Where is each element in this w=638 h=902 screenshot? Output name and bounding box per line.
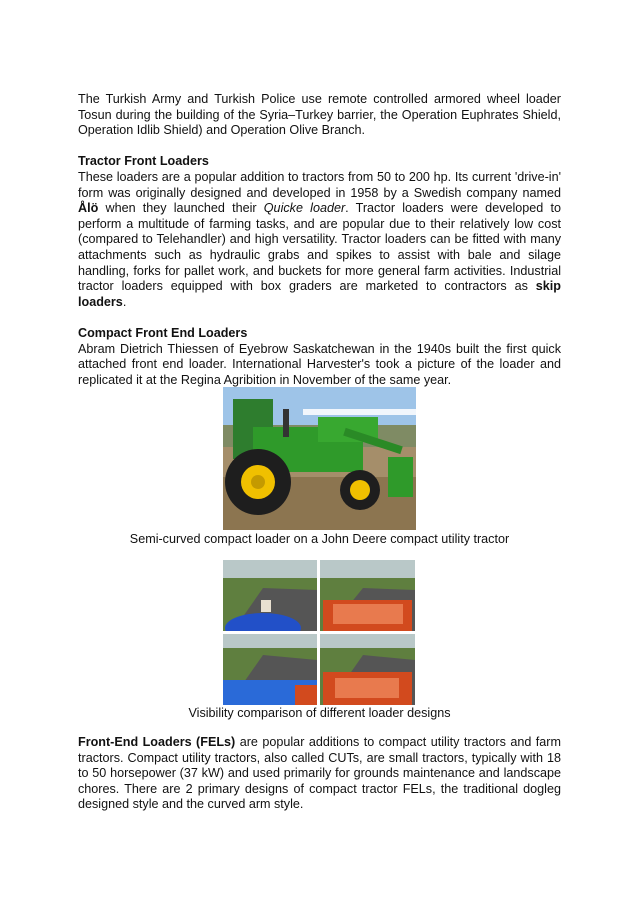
tractor-photo bbox=[223, 387, 416, 530]
compact-front-end-loaders-heading: Compact Front End Loaders bbox=[78, 325, 248, 340]
photo-top-left bbox=[223, 560, 317, 643]
photo-bottom-left bbox=[223, 634, 317, 705]
text-run: when they launched their bbox=[98, 201, 264, 216]
fels-section bbox=[78, 735, 561, 813]
visibility-comparison-photos bbox=[223, 560, 415, 705]
italic-term-quicke-loader: Quicke loader bbox=[263, 201, 346, 216]
bold-term-alo: Ålö bbox=[78, 201, 99, 216]
intro-paragraph: The Turkish Army and Turkish Police use remote controlled armored wheel loader Tosun during the building of the Syria–Turkey barrier, the Operation Euphrates Shield, Operation Idlib Shield) and Operation Olive Branch. bbox=[78, 92, 561, 138]
text-run: are popular additions to compact utility tractors and farm tractors. Compact utility tractors, also called CUTs, are small tractors, typically with 18 to 50 horsepower (37 kW) and used primarily for grounds maintenance and landscape chores. There are 2 primary designs of compact tractor FELs, the traditional dogleg designed style and the curved arm style. bbox=[78, 735, 561, 812]
text-run: These loaders are a popular addition to tractors from 50 to 200 hp. Its current 'drive-in' form was originally designed and developed in 1958 by a Swedish company named bbox=[78, 169, 561, 200]
tractor-front-loaders-heading: Tractor Front Loaders bbox=[78, 154, 209, 169]
figure1-caption: Semi-curved compact loader on a John Deere compact utility tractor bbox=[129, 532, 510, 546]
text-run: . bbox=[122, 294, 127, 309]
photo-top-right bbox=[320, 560, 415, 631]
bold-term-skip-loaders: skip loaders bbox=[78, 279, 561, 309]
text-run: . Tractor loaders were developed to perform a multitude of farming tasks, and are popular due to their relatively low cost (compared to Telehandler) and high versatility. Tractor loaders can be fitted with many attachments such as hydraulic grabs and spikes to assist with bale and silage handling, forks for pallet work, and buckets for more general farm activities. Industrial tractor loaders equipped with box graders are marketed to contractors as bbox=[78, 201, 561, 294]
compact-front-end-loaders-paragraph: Abram Dietrich Thiessen of Eyebrow Saskatchewan in the 1940s built the first quick attached front end loader. International Harvester's took a picture of the loader and replicated it at the Regina Agribition in November of the same year. bbox=[78, 341, 561, 387]
document-body bbox=[78, 92, 561, 388]
figure2-caption: Visibility comparison of different loader designs bbox=[188, 706, 451, 720]
fels-paragraph bbox=[78, 735, 561, 813]
tractor-front-loaders-paragraph bbox=[78, 170, 561, 310]
photo-bottom-right bbox=[320, 634, 415, 705]
bold-term-fels: Front-End Loaders (FELs) bbox=[78, 735, 236, 749]
